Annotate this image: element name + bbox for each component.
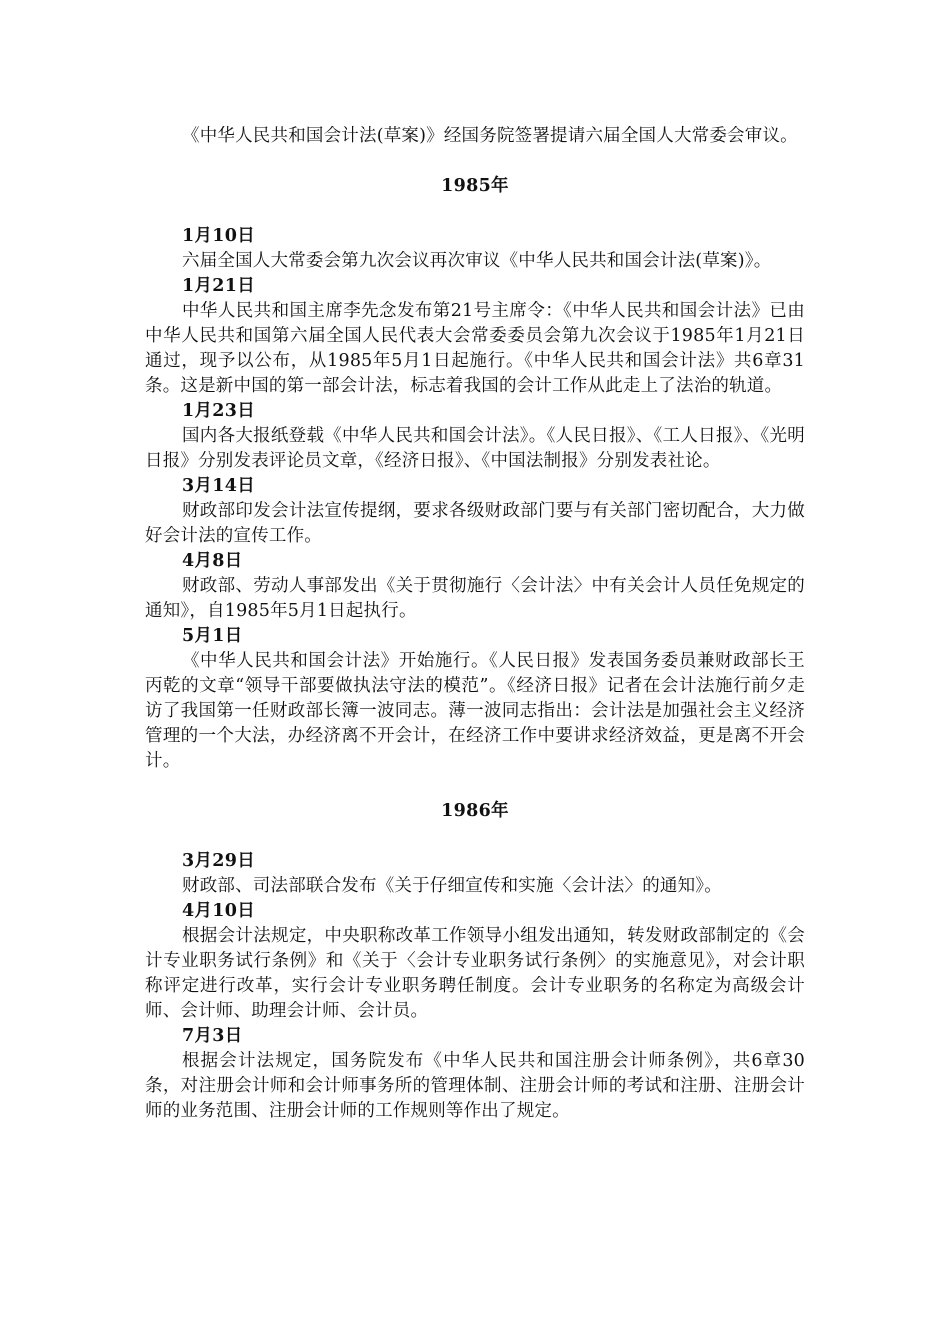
entry-date: 3月14日 [182,476,256,496]
section-1986 [145,799,805,1124]
entry-date: 5月1日 [182,626,243,646]
section-1985 [145,174,805,774]
entry-date: 7月3日 [182,1026,243,1046]
entry-text: 根据会计法规定，国务院发布《中华人民共和国注册会计师条例》，共6章30条，对注册会计师和会计师事务所的管理体制、注册会计师的考试和注册、注册会计师的业务范围、注册会计师的工作规则等作出了规定。 [145,1051,805,1121]
entry-text: 财政部、劳动人事部发出《关于贯彻施行〈会计法〉中有关会计人员任免规定的通知》，自1985年5月1日起执行。 [145,576,805,621]
entry-date: 4月10日 [182,901,256,921]
entry-text: 财政部、司法部联合发布《关于仔细宣传和实施〈会计法〉的通知》。 [182,876,722,896]
entry-text: 《中华人民共和国会计法》开始施行。《人民日报》发表国务委员兼财政部长王丙乾的文章“领导干部要做执法守法的模范”。《经济日报》记者在会计法施行前夕走访了我国第一任财政部长簿一波同志。薄一波同志指出：会计法是加强社会主义经济管理的一个大法，办经济离不开会计，在经济工作中要讲求经济效益，更是离不开会计。 [145,651,805,771]
entry-text: 六届全国人大常委会第九次会议再次审议《中华人民共和国会计法(草案)》。 [182,251,772,271]
entry-date: 4月8日 [182,551,243,571]
entry-date: 1月23日 [182,401,256,421]
year-heading: 1985年 [441,176,509,196]
document-page [145,124,805,1124]
entry-text: 国内各大报纸登载《中华人民共和国会计法》。《人民日报》、《工人日报》、《光明日报》分别发表评论员文章，《经济日报》、《中国法制报》分别发表社论。 [145,426,805,471]
entry-date: 1月10日 [182,226,256,246]
entry-text: 财政部印发会计法宣传提纲，要求各级财政部门要与有关部门密切配合，大力做好会计法的宣传工作。 [145,501,805,546]
entry-text: 中华人民共和国主席李先念发布第21号主席令：《中华人民共和国会计法》已由中华人民共和国第六届全国人民代表大会常委委员会第九次会议于1985年1月21日通过，现予以公布，从1985年5月1日起施行。《中华人民共和国会计法》共6章31条。这是新中国的第一部会计法，标志着我国的会计工作从此走上了法治的轨道。 [145,301,805,396]
entry-text: 根据会计法规定，中央职称改革工作领导小组发出通知，转发财政部制定的《会计专业职务试行条例》和《关于〈会计专业职务试行条例〉的实施意见》，对会计职称评定进行改革，实行会计专业职务聘任制度。会计专业职务的名称定为高级会计师、会计师、助理会计师、会计员。 [145,926,805,1021]
year-heading: 1986年 [441,801,509,821]
intro-paragraph: 《中华人民共和国会计法(草案)》经国务院签署提请六届全国人大常委会审议。 [182,126,798,146]
entry-date: 3月29日 [182,851,256,871]
entry-date: 1月21日 [182,276,256,296]
